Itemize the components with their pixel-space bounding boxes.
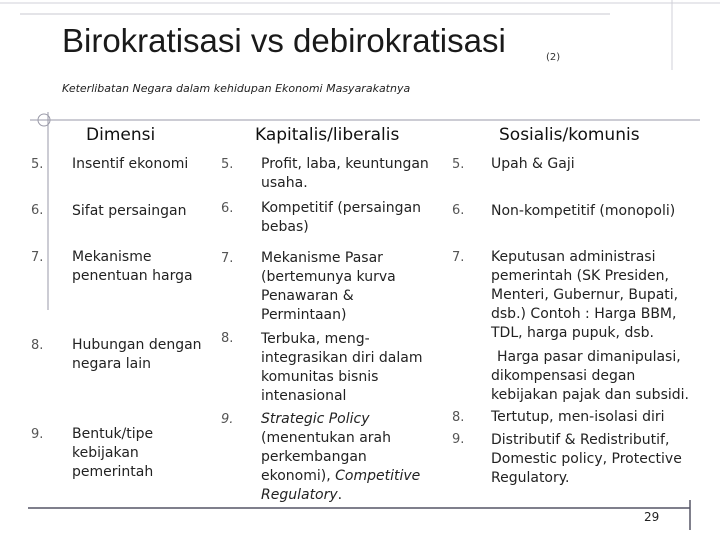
policy-text: (menentukan arah perkembangan ekonomi),	[261, 430, 391, 484]
kapitalis-item: Kompetitif (persaingan bebas)	[261, 200, 422, 235]
header-kapitalis: Kapitalis/liberalis	[255, 125, 400, 145]
kapitalis-num: 8.	[221, 331, 234, 346]
sosialis-item: Upah & Gaji	[491, 156, 575, 172]
dimensi-num: 7.	[31, 250, 44, 265]
dimensi-item: Hubungan dengan negara lain	[72, 337, 202, 372]
sosialis-item: Harga pasar dimanipulasi, dikompensasi degan kebijakan pajak dan subsidi.	[491, 349, 689, 403]
kapitalis-num: 6.	[221, 201, 234, 216]
sosialis-num: 9.	[452, 432, 465, 447]
kapitalis-item: Profit, laba, keuntungan usaha.	[261, 156, 429, 191]
kapitalis-num: 7.	[221, 251, 234, 266]
dimensi-item: Bentuk/tipe kebijakan pemerintah	[72, 426, 154, 480]
kapitalis-item-policy	[261, 410, 436, 505]
sosialis-item: Keputusan administrasi pemerintah (SK Presiden, Menteri, Gubernur, Bupati, dsb.) Contoh : Harga BBM, TDL, harga pupuk, dsb.	[491, 249, 679, 341]
header-sosialis: Sosialis/komunis	[499, 125, 640, 145]
strategic-policy-term: Strategic Policy	[261, 411, 370, 427]
title-note: (2)	[546, 52, 561, 63]
sosialis-item: Distributif & Redistributif, Domestic policy, Protective Regulatory.	[491, 432, 682, 486]
sosialis-num: 8.	[452, 410, 465, 425]
dimensi-num: 8.	[31, 338, 44, 353]
dimensi-item: Sifat persaingan	[72, 203, 187, 219]
page-number: 29	[644, 510, 660, 524]
dimensi-item: Insentif ekonomi	[72, 156, 189, 172]
sosialis-item: Non-kompetitif (monopoli)	[491, 203, 676, 219]
header-dimensi: Dimensi	[86, 125, 156, 145]
sosialis-num: 7.	[452, 250, 465, 265]
kapitalis-num: 5.	[221, 157, 234, 172]
kapitalis-item: Terbuka, meng-integrasikan diri dalam komunitas bisnis intenasional	[261, 331, 423, 404]
competitive-regulatory-term: Competitive Regulatory	[261, 468, 421, 503]
kapitalis-num: 9.	[221, 412, 234, 427]
dimensi-num: 5.	[31, 157, 44, 172]
slide-subtitle: Keterlibatan Negara dalam kehidupan Ekonomi Masyarakatnya	[62, 82, 411, 95]
kapitalis-item: Mekanisme Pasar (bertemunya kurva Penawaran & Permintaan)	[261, 250, 396, 323]
dimensi-num: 9.	[31, 427, 44, 442]
sosialis-num: 5.	[452, 157, 465, 172]
sosialis-num: 6.	[452, 203, 465, 218]
policy-text-end: .	[337, 487, 343, 503]
slide-title: Birokratisasi vs debirokratisasi	[62, 22, 506, 59]
dimensi-item: Mekanisme penentuan harga	[72, 249, 193, 284]
dimensi-num: 6.	[31, 203, 44, 218]
sosialis-item: Tertutup, men-isolasi diri	[491, 409, 665, 425]
